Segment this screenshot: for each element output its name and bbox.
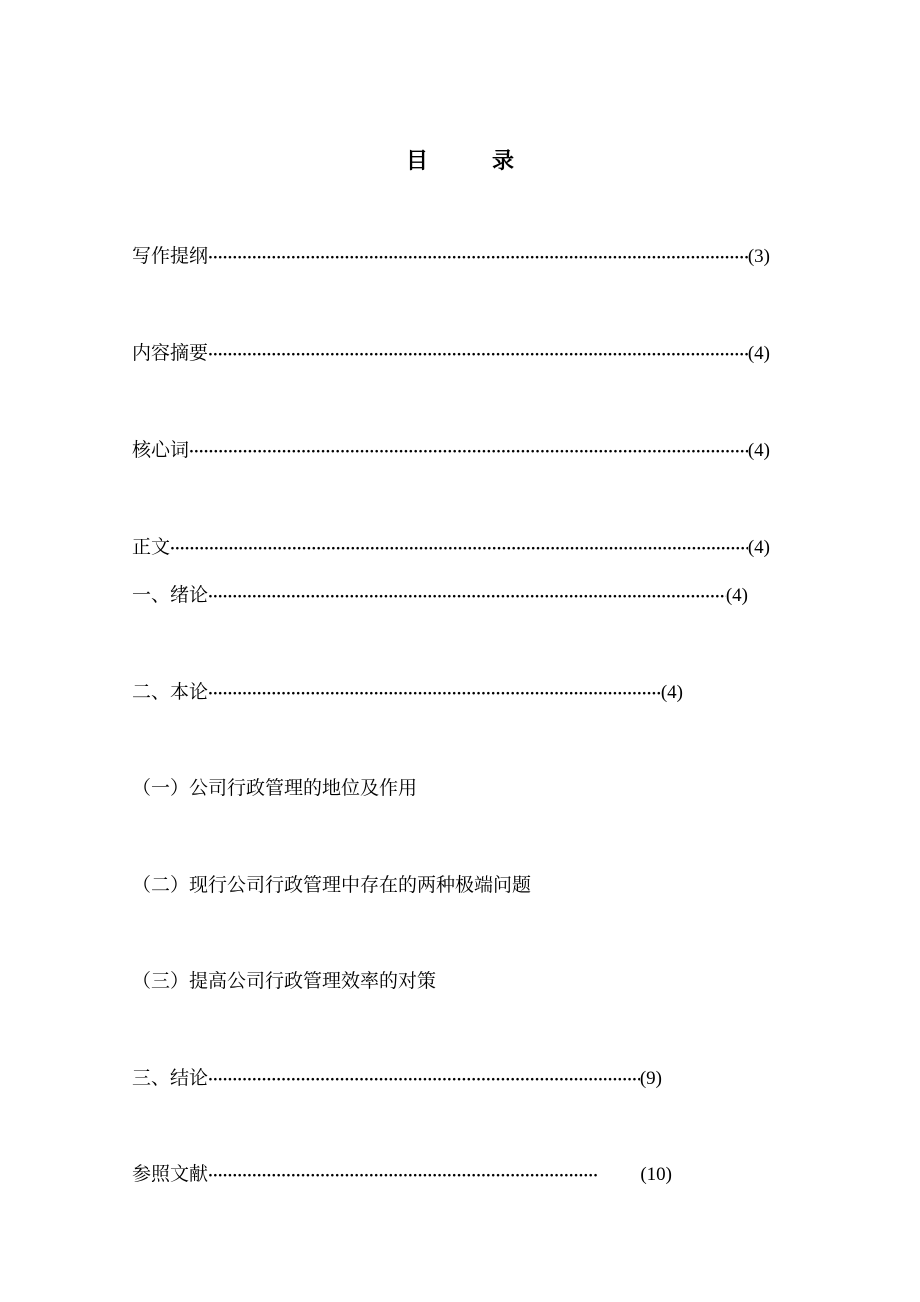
toc-entry-label: 核心词 — [132, 439, 190, 461]
toc-subsection-3: （三）提高公司行政管理效率的对策 — [132, 970, 437, 992]
toc-title-char-2: 录 — [492, 148, 515, 174]
toc-leader-dots — [208, 584, 726, 610]
toc-entry-page: (4) — [747, 343, 770, 364]
toc-leader-dots — [170, 536, 748, 562]
toc-entry-body — [132, 534, 770, 560]
toc-entry-label: 一、绪论 — [132, 584, 209, 606]
toc-entry-page: (4) — [747, 537, 770, 558]
toc-leader-dots — [208, 245, 748, 271]
toc-entry-label: 二、本论 — [132, 681, 209, 703]
toc-entry-label: 参照文献 — [132, 1163, 209, 1185]
toc-entry-abstract — [132, 340, 770, 366]
toc-entry-outline — [132, 243, 770, 269]
toc-entry-label: 三、结论 — [132, 1067, 209, 1089]
toc-leader-dots — [189, 439, 748, 465]
toc-entry-page: (10) — [640, 1164, 672, 1185]
toc-entry-page: (9) — [639, 1068, 662, 1089]
toc-entry-label: 内容摘要 — [132, 342, 209, 364]
toc-entry-conclusion — [132, 1065, 662, 1091]
toc-subsection-2: （二）现行公司行政管理中存在的两种极端问题 — [132, 874, 532, 896]
toc-title — [0, 146, 920, 176]
toc-entry-label: 写作提纲 — [132, 245, 209, 267]
toc-entry-keywords — [132, 437, 770, 463]
toc-leader-dots — [208, 342, 748, 368]
toc-entry-main-discussion — [132, 679, 683, 705]
toc-leader-dots — [208, 1163, 598, 1189]
toc-entry-page: (4) — [660, 682, 683, 703]
toc-title-char-1: 目 — [405, 148, 428, 174]
toc-leader-dots — [208, 681, 661, 707]
toc-entry-introduction — [132, 582, 748, 608]
toc-entry-page: (3) — [747, 246, 770, 267]
toc-subsection-1: （一）公司行政管理的地位及作用 — [132, 777, 418, 799]
toc-entry-page: (4) — [725, 585, 748, 606]
toc-entry-references — [132, 1161, 672, 1187]
toc-entry-page: (4) — [747, 440, 770, 461]
toc-entry-label: 正文 — [132, 536, 171, 558]
toc-leader-dots — [208, 1067, 640, 1093]
